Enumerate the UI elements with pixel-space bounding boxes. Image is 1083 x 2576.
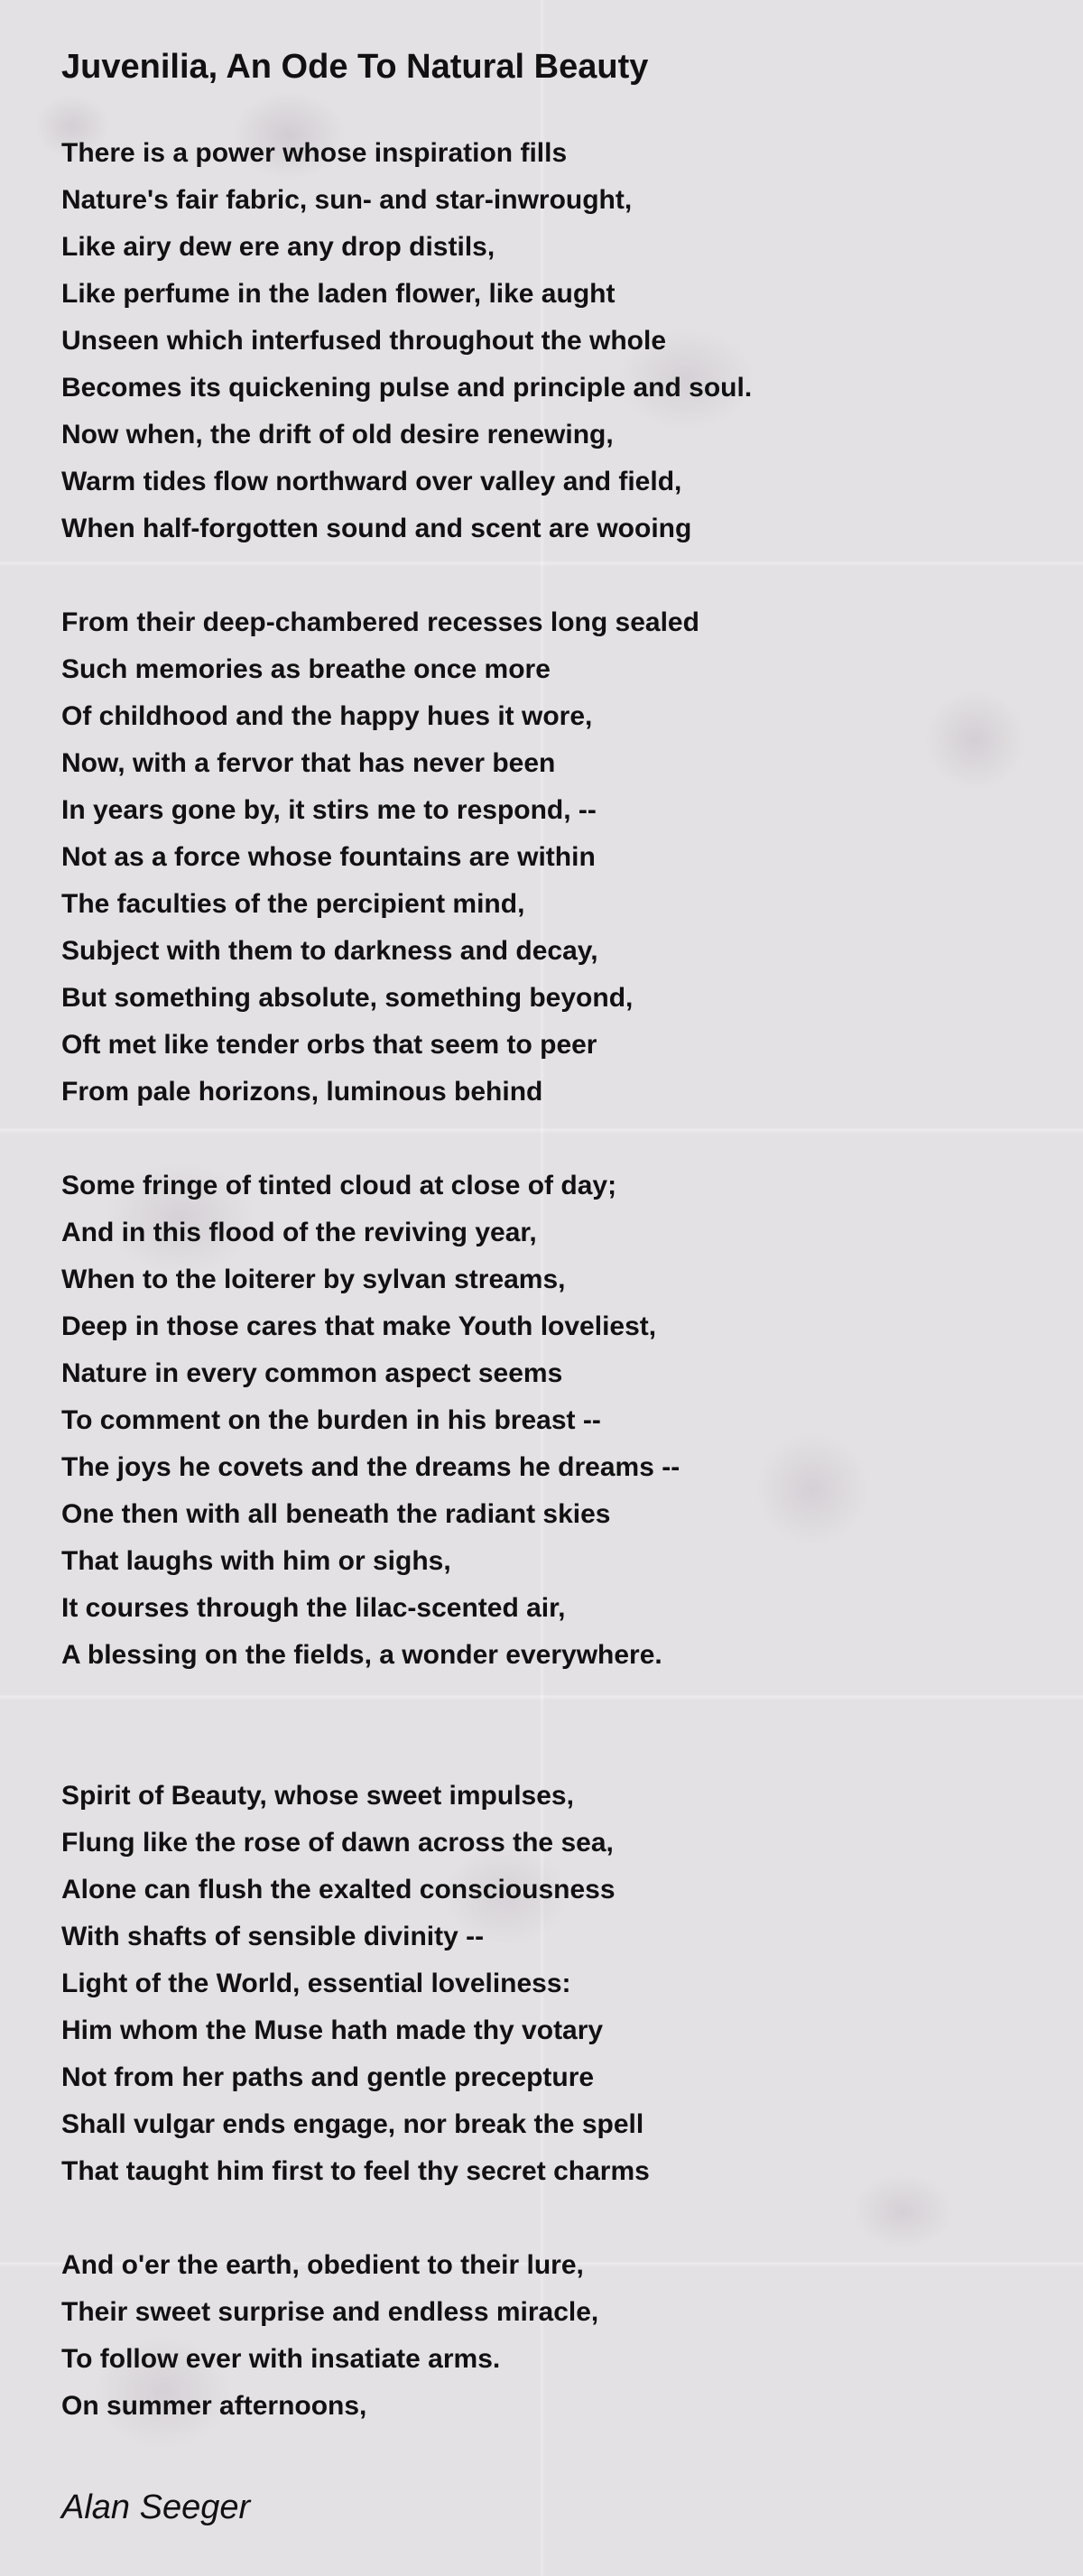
poem-line: Their sweet surprise and endless miracle, xyxy=(61,2297,599,2327)
poem-line: Nature in every common aspect seems xyxy=(61,1358,563,1388)
stanza-3 xyxy=(61,1163,1018,1679)
poem-line: Warm tides flow northward over valley and field, xyxy=(61,467,682,496)
poem-line: Unseen which interfused throughout the whole xyxy=(61,326,667,356)
poem-line: Some fringe of tinted cloud at close of day; xyxy=(61,1171,617,1200)
poem-line: Such memories as breathe once more xyxy=(61,654,551,684)
poem-line: On summer afternoons, xyxy=(61,2391,367,2421)
poem-line: And in this flood of the reviving year, xyxy=(61,1218,537,1247)
poem-author: Alan Seeger xyxy=(61,2488,251,2526)
poem-line: The faculties of the percipient mind, xyxy=(61,889,525,919)
poem-line: Subject with them to darkness and decay, xyxy=(61,936,598,966)
poem-line: Now when, the drift of old desire renewing, xyxy=(61,420,614,449)
poem-line: Becomes its quickening pulse and principle and soul. xyxy=(61,373,753,403)
poem-line: With shafts of sensible divinity -- xyxy=(61,1922,485,1951)
poem-line: The joys he covets and the dreams he dreams -- xyxy=(61,1452,680,1482)
poem-line: It courses through the lilac-scented air, xyxy=(61,1593,566,1623)
poem-title: Juvenilia, An Ode To Natural Beauty xyxy=(61,48,649,86)
poem-line: And o'er the earth, obedient to their lure, xyxy=(61,2250,584,2280)
poem-line: In years gone by, it stirs me to respond, -- xyxy=(61,795,597,825)
poem-line: Of childhood and the happy hues it wore, xyxy=(61,701,593,731)
poem-line: When half-forgotten sound and scent are wooing xyxy=(61,514,692,543)
poem-line: To follow ever with insatiate arms. xyxy=(61,2344,501,2374)
stanza-2 xyxy=(61,599,1018,1116)
poem-line: There is a power whose inspiration fills xyxy=(61,138,568,168)
poem-line: Nature's fair fabric, sun- and star-inwrought, xyxy=(61,185,633,215)
poem-line: But something absolute, something beyond, xyxy=(61,983,634,1013)
poem-line: Not as a force whose fountains are within xyxy=(61,842,596,872)
poem-line: Light of the World, essential loveliness: xyxy=(61,1969,571,1998)
poem-line: Him whom the Muse hath made thy votary xyxy=(61,2015,604,2045)
poem-line: From pale horizons, luminous behind xyxy=(61,1077,543,1107)
poem-line: Shall vulgar ends engage, nor break the spell xyxy=(61,2109,644,2139)
poem-line: Not from her paths and gentle precepture xyxy=(61,2062,595,2092)
poem-line: Now, with a fervor that has never been xyxy=(61,748,556,778)
poem-line: That laughs with him or sighs, xyxy=(61,1546,451,1576)
poem-line: One then with all beneath the radiant skies xyxy=(61,1499,611,1529)
poem-line: Spirit of Beauty, whose sweet impulses, xyxy=(61,1781,574,1811)
poem-line: To comment on the burden in his breast -- xyxy=(61,1405,601,1435)
poem-line: Like airy dew ere any drop distils, xyxy=(61,232,495,262)
poem-line: Deep in those cares that make Youth loveliest, xyxy=(61,1311,657,1341)
poem-line: From their deep-chambered recesses long sealed xyxy=(61,607,699,637)
stanza-1 xyxy=(61,130,1018,552)
poem-line: That taught him first to feel thy secret charms xyxy=(61,2156,650,2186)
poem-line: Alone can flush the exalted consciousness xyxy=(61,1875,616,1904)
stanza-4 xyxy=(61,1773,1018,2195)
poem-page xyxy=(61,43,1018,2531)
poem-line: When to the loiterer by sylvan streams, xyxy=(61,1265,566,1294)
poem-line: Like perfume in the laden flower, like aught xyxy=(61,279,616,309)
stanza-5 xyxy=(61,2242,1018,2430)
poem-line: Flung like the rose of dawn across the sea, xyxy=(61,1828,614,1858)
poem-line: Oft met like tender orbs that seem to peer xyxy=(61,1030,597,1060)
poem-line: A blessing on the fields, a wonder everywhere. xyxy=(61,1640,662,1670)
